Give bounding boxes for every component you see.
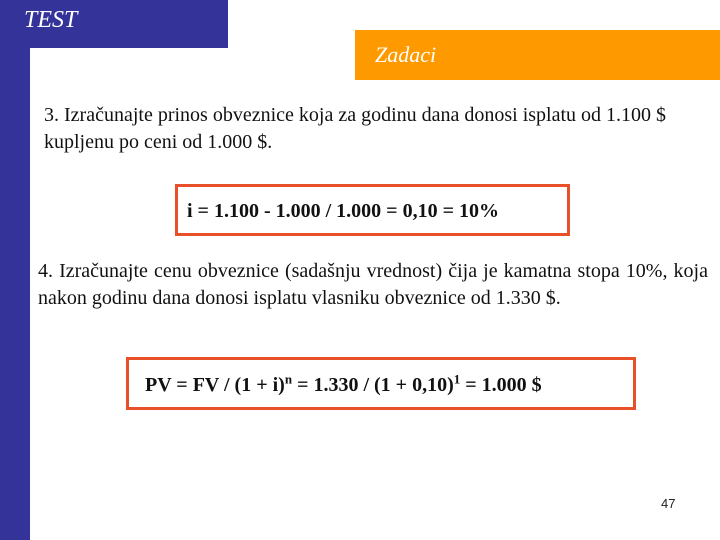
task-3-formula-box xyxy=(175,184,570,236)
task-3-text: 3. Izračunajte prinos obveznice koja za godinu dana donosi isplatu od 1.100 $ kupljenu po ceni od 1.000 $. xyxy=(44,104,667,153)
page-number: 47 xyxy=(661,496,676,511)
task-4-text: 4. Izračunajte cenu obveznice (sadašnju vrednost) čija je kamatna stopa 10%, koja nakon godinu dana donosi isplatu vlasniku obveznice od 1.330 $. xyxy=(38,260,708,309)
section-tab-label: Zadaci xyxy=(375,42,437,67)
section-tab xyxy=(355,30,720,80)
task-4-formula-exponent-1: 1 xyxy=(453,371,461,387)
task-4-formula-part1: PV = FV / (1 + i) xyxy=(145,374,285,396)
task-4-formula-box xyxy=(126,357,636,410)
task-3-formula: i = 1.100 - 1.000 / 1.000 = 0,10 = 10% xyxy=(187,200,499,222)
task-4-formula-part3: = 1.000 $ xyxy=(460,374,542,396)
task-4-formula-part2: = 1.330 / (1 + 0,10) xyxy=(292,374,454,396)
slide-title: TEST xyxy=(24,7,78,33)
task-4-formula-exponent-n: n xyxy=(284,371,293,387)
left-sidebar-bar xyxy=(0,0,30,540)
header-bar xyxy=(0,0,228,48)
